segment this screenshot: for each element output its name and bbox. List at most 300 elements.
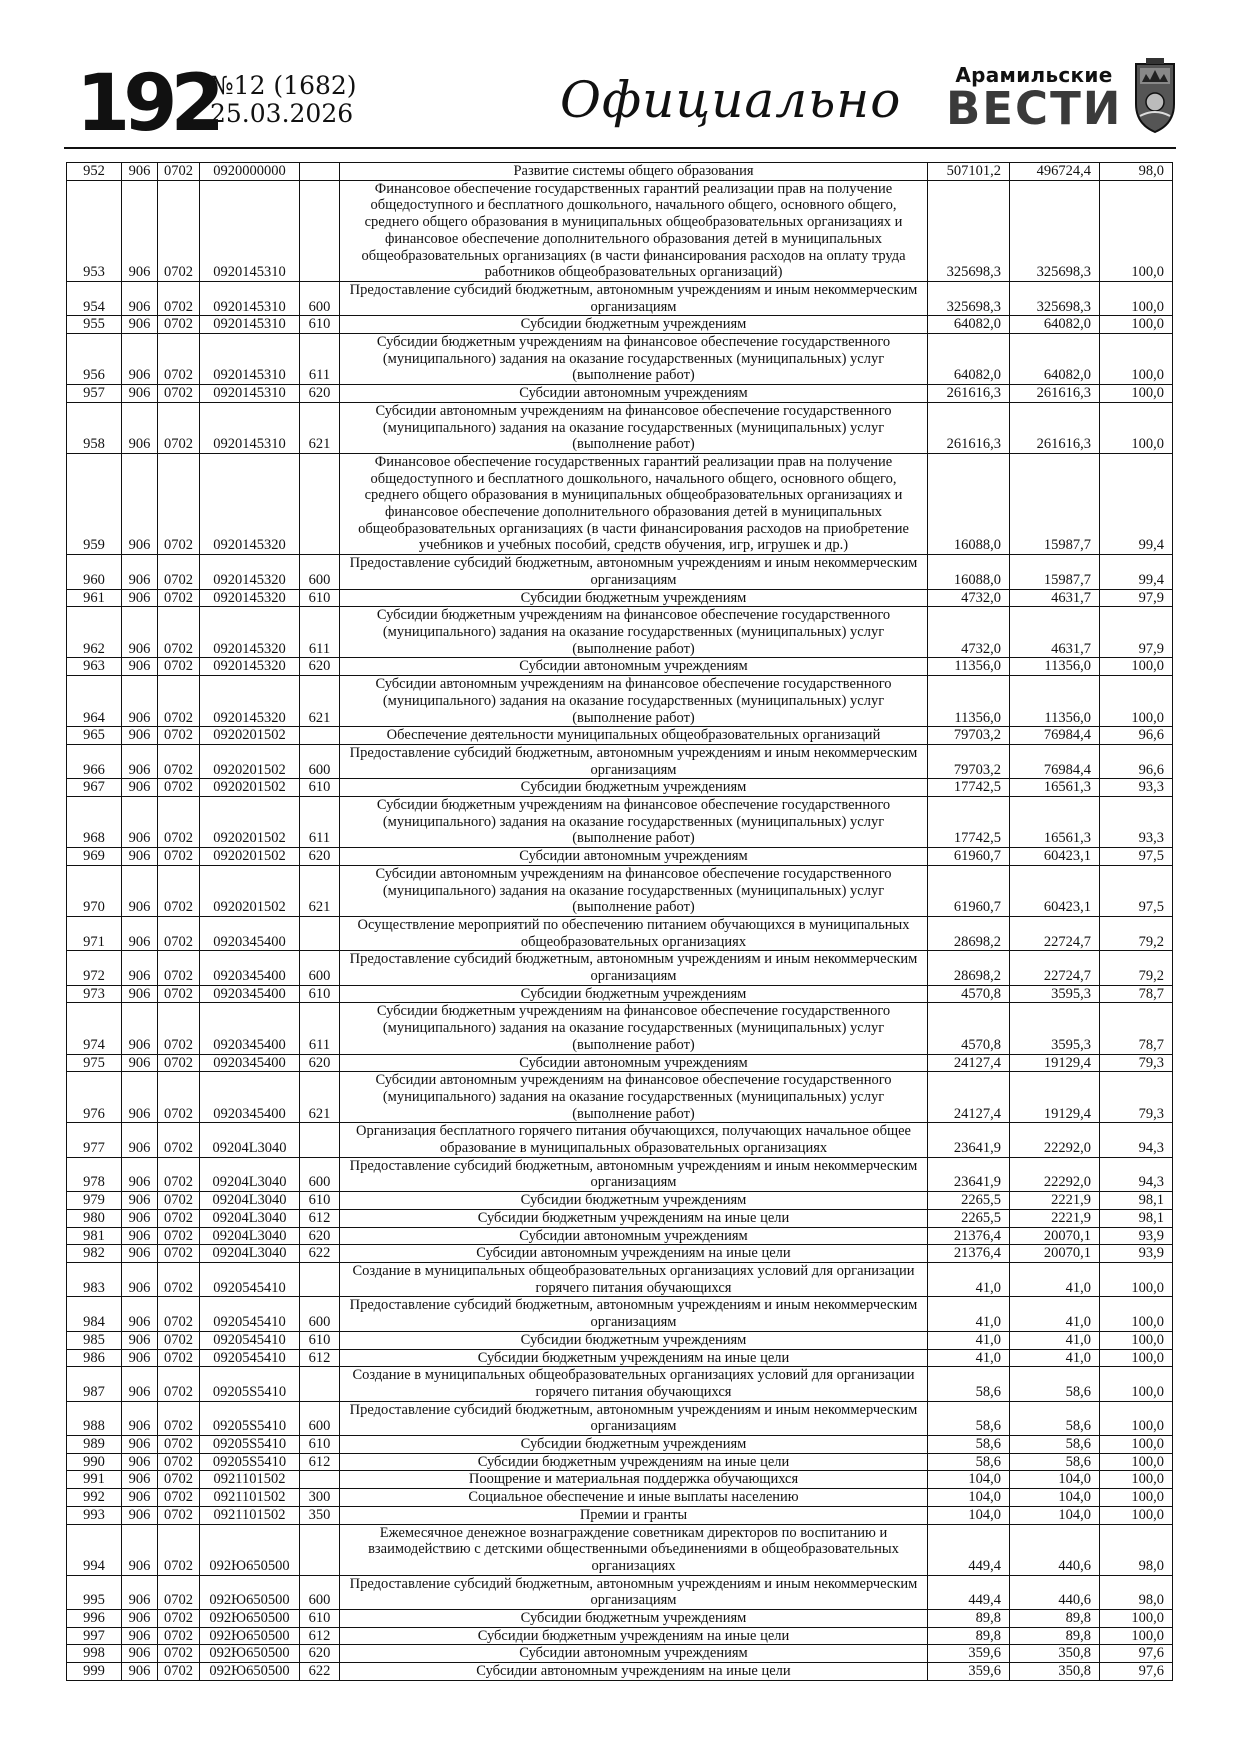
table-row — [67, 180, 1173, 281]
row-number-cell: 998 — [67, 1645, 122, 1663]
description-cell: Субсидии автономным учреждениям — [340, 848, 928, 866]
planned-amount-cell: 2265,5 — [928, 1209, 1010, 1227]
percent-cell: 100,0 — [1100, 1471, 1173, 1489]
executed-amount-cell: 41,0 — [1010, 1297, 1100, 1331]
planned-amount-cell: 4732,0 — [928, 607, 1010, 658]
target-article-cell: 0920201502 — [200, 744, 300, 778]
planned-amount-cell: 16088,0 — [928, 453, 1010, 554]
ministry-code-cell: 906 — [122, 1401, 158, 1435]
table-row — [67, 1436, 1173, 1454]
ministry-code-cell: 906 — [122, 797, 158, 848]
expense-type-cell — [300, 1367, 340, 1401]
target-article-cell: 0920545410 — [200, 1297, 300, 1331]
section-code-cell: 0702 — [158, 1227, 200, 1245]
table-row — [67, 1367, 1173, 1401]
row-number-cell: 968 — [67, 797, 122, 848]
section-code-cell: 0702 — [158, 1157, 200, 1191]
percent-cell: 100,0 — [1100, 676, 1173, 727]
section-code-cell: 0702 — [158, 402, 200, 453]
budget-table — [66, 162, 1173, 1681]
issue-date: 25.03.2026 — [210, 99, 354, 128]
percent-cell: 98,0 — [1100, 1575, 1173, 1609]
target-article-cell: 0920345400 — [200, 916, 300, 950]
percent-cell: 100,0 — [1100, 180, 1173, 281]
executed-amount-cell: 15987,7 — [1010, 555, 1100, 589]
row-number-cell: 992 — [67, 1489, 122, 1507]
description-cell: Предоставление субсидий бюджетным, автономным учреждениям и иным некоммерческим организациям — [340, 1401, 928, 1435]
table-row — [67, 916, 1173, 950]
percent-cell: 98,1 — [1100, 1209, 1173, 1227]
planned-amount-cell: 4570,8 — [928, 985, 1010, 1003]
planned-amount-cell: 4732,0 — [928, 589, 1010, 607]
section-code-cell: 0702 — [158, 744, 200, 778]
target-article-cell: 09204L3040 — [200, 1192, 300, 1210]
section-code-cell: 0702 — [158, 1192, 200, 1210]
table-row — [67, 985, 1173, 1003]
planned-amount-cell: 24127,4 — [928, 1054, 1010, 1072]
coat-of-arms-icon — [1132, 58, 1178, 134]
ministry-code-cell: 906 — [122, 1627, 158, 1645]
expense-type-cell: 620 — [300, 1645, 340, 1663]
section-code-cell: 0702 — [158, 1453, 200, 1471]
executed-amount-cell: 16561,3 — [1010, 797, 1100, 848]
table-row — [67, 1297, 1173, 1331]
table-row — [67, 453, 1173, 554]
table-row — [67, 1209, 1173, 1227]
table-row — [67, 1627, 1173, 1645]
target-article-cell: 0920345400 — [200, 1072, 300, 1123]
percent-cell: 98,1 — [1100, 1192, 1173, 1210]
expense-type-cell: 600 — [300, 281, 340, 315]
section-code-cell: 0702 — [158, 1245, 200, 1263]
ministry-code-cell: 906 — [122, 1003, 158, 1054]
table-row — [67, 779, 1173, 797]
section-code-cell: 0702 — [158, 163, 200, 181]
row-number-cell: 967 — [67, 779, 122, 797]
row-number-cell: 973 — [67, 985, 122, 1003]
executed-amount-cell: 20070,1 — [1010, 1227, 1100, 1245]
row-number-cell: 983 — [67, 1263, 122, 1297]
expense-type-cell — [300, 453, 340, 554]
ministry-code-cell: 906 — [122, 951, 158, 985]
target-article-cell: 09204L3040 — [200, 1157, 300, 1191]
percent-cell: 93,9 — [1100, 1227, 1173, 1245]
table-row — [67, 727, 1173, 745]
description-cell: Субсидии бюджетным учреждениям на финансовое обеспечение государственного (муниципального) задания на оказание государственных (муниципальных) услуг (выполнение работ) — [340, 334, 928, 385]
percent-cell: 97,9 — [1100, 607, 1173, 658]
ministry-code-cell: 906 — [122, 316, 158, 334]
description-cell: Предоставление субсидий бюджетным, автономным учреждениям и иным некоммерческим организациям — [340, 744, 928, 778]
planned-amount-cell: 261616,3 — [928, 385, 1010, 403]
percent-cell: 99,4 — [1100, 555, 1173, 589]
table-row — [67, 658, 1173, 676]
expense-type-cell: 620 — [300, 658, 340, 676]
ministry-code-cell: 906 — [122, 1192, 158, 1210]
ministry-code-cell: 906 — [122, 676, 158, 727]
expense-type-cell: 600 — [300, 1157, 340, 1191]
row-number-cell: 952 — [67, 163, 122, 181]
target-article-cell: 0920201502 — [200, 848, 300, 866]
target-article-cell: 0920145310 — [200, 385, 300, 403]
table-row — [67, 1610, 1173, 1628]
section-code-cell: 0702 — [158, 1663, 200, 1681]
executed-amount-cell: 22724,7 — [1010, 951, 1100, 985]
table-row — [67, 1663, 1173, 1681]
expense-type-cell: 611 — [300, 607, 340, 658]
description-cell: Субсидии автономным учреждениям — [340, 1054, 928, 1072]
executed-amount-cell: 64082,0 — [1010, 334, 1100, 385]
description-cell: Осуществление мероприятий по обеспечению питанием обучающихся в муниципальных общеобразовательных организациях — [340, 916, 928, 950]
issue-number: №12 (1682) — [210, 71, 357, 100]
section-code-cell: 0702 — [158, 1331, 200, 1349]
ministry-code-cell: 906 — [122, 402, 158, 453]
section-code-cell: 0702 — [158, 1610, 200, 1628]
description-cell: Субсидии автономным учреждениям — [340, 658, 928, 676]
expense-type-cell — [300, 1524, 340, 1575]
executed-amount-cell: 3595,3 — [1010, 1003, 1100, 1054]
row-number-cell: 962 — [67, 607, 122, 658]
planned-amount-cell: 359,6 — [928, 1645, 1010, 1663]
row-number-cell: 981 — [67, 1227, 122, 1245]
target-article-cell: 0921101502 — [200, 1471, 300, 1489]
issue-info — [210, 72, 357, 128]
executed-amount-cell: 41,0 — [1010, 1263, 1100, 1297]
percent-cell: 79,2 — [1100, 916, 1173, 950]
target-article-cell: 0920545410 — [200, 1349, 300, 1367]
expense-type-cell: 600 — [300, 555, 340, 589]
table-row — [67, 163, 1173, 181]
expense-type-cell: 620 — [300, 1227, 340, 1245]
ministry-code-cell: 906 — [122, 334, 158, 385]
target-article-cell: 0920201502 — [200, 865, 300, 916]
section-code-cell: 0702 — [158, 779, 200, 797]
target-article-cell: 0920145320 — [200, 607, 300, 658]
expense-type-cell — [300, 180, 340, 281]
expense-type-cell: 612 — [300, 1209, 340, 1227]
planned-amount-cell: 449,4 — [928, 1575, 1010, 1609]
ministry-code-cell: 906 — [122, 1453, 158, 1471]
table-row — [67, 1506, 1173, 1524]
section-code-cell: 0702 — [158, 1209, 200, 1227]
target-article-cell: 09204L3040 — [200, 1227, 300, 1245]
planned-amount-cell: 28698,2 — [928, 951, 1010, 985]
description-cell: Субсидии бюджетным учреждениям на иные цели — [340, 1209, 928, 1227]
planned-amount-cell: 79703,2 — [928, 744, 1010, 778]
percent-cell: 97,6 — [1100, 1645, 1173, 1663]
description-cell: Организация бесплатного горячего питания обучающихся, получающих начальное общее образование в муниципальных образовательных организациях — [340, 1123, 928, 1157]
table-row — [67, 1245, 1173, 1263]
target-article-cell: 0920145320 — [200, 589, 300, 607]
section-code-cell: 0702 — [158, 676, 200, 727]
newspaper-logo-number: 192 — [76, 59, 218, 149]
expense-type-cell: 612 — [300, 1349, 340, 1367]
executed-amount-cell: 104,0 — [1010, 1489, 1100, 1507]
description-cell: Предоставление субсидий бюджетным, автономным учреждениям и иным некоммерческим организациям — [340, 281, 928, 315]
row-number-cell: 975 — [67, 1054, 122, 1072]
row-number-cell: 953 — [67, 180, 122, 281]
section-code-cell: 0702 — [158, 797, 200, 848]
expense-type-cell: 621 — [300, 1072, 340, 1123]
planned-amount-cell: 41,0 — [928, 1331, 1010, 1349]
description-cell: Субсидии бюджетным учреждениям — [340, 1331, 928, 1349]
planned-amount-cell: 325698,3 — [928, 180, 1010, 281]
planned-amount-cell: 2265,5 — [928, 1192, 1010, 1210]
executed-amount-cell: 41,0 — [1010, 1349, 1100, 1367]
table-row — [67, 1401, 1173, 1435]
description-cell: Субсидии бюджетным учреждениям — [340, 589, 928, 607]
section-code-cell: 0702 — [158, 1349, 200, 1367]
executed-amount-cell: 41,0 — [1010, 1331, 1100, 1349]
description-cell: Субсидии бюджетным учреждениям на иные цели — [340, 1453, 928, 1471]
ministry-code-cell: 906 — [122, 1123, 158, 1157]
row-number-cell: 978 — [67, 1157, 122, 1191]
ministry-code-cell: 906 — [122, 744, 158, 778]
section-code-cell: 0702 — [158, 985, 200, 1003]
target-article-cell: 0920145320 — [200, 555, 300, 589]
ministry-code-cell: 906 — [122, 1157, 158, 1191]
table-row — [67, 385, 1173, 403]
executed-amount-cell: 89,8 — [1010, 1610, 1100, 1628]
target-article-cell: 0920201502 — [200, 779, 300, 797]
section-code-cell: 0702 — [158, 1072, 200, 1123]
target-article-cell: 0920145320 — [200, 658, 300, 676]
planned-amount-cell: 17742,5 — [928, 797, 1010, 848]
expense-type-cell: 600 — [300, 744, 340, 778]
ministry-code-cell: 906 — [122, 848, 158, 866]
ministry-code-cell: 906 — [122, 1245, 158, 1263]
ministry-code-cell: 906 — [122, 1436, 158, 1454]
target-article-cell: 09205S5410 — [200, 1453, 300, 1471]
planned-amount-cell: 17742,5 — [928, 779, 1010, 797]
description-cell: Субсидии автономным учреждениям на иные цели — [340, 1245, 928, 1263]
executed-amount-cell: 261616,3 — [1010, 385, 1100, 403]
planned-amount-cell: 104,0 — [928, 1471, 1010, 1489]
planned-amount-cell: 507101,2 — [928, 163, 1010, 181]
description-cell: Субсидии бюджетным учреждениям на финансовое обеспечение государственного (муниципального) задания на оказание государственных (муниципальных) услуг (выполнение работ) — [340, 1003, 928, 1054]
row-number-cell: 959 — [67, 453, 122, 554]
executed-amount-cell: 60423,1 — [1010, 848, 1100, 866]
row-number-cell: 966 — [67, 744, 122, 778]
expense-type-cell — [300, 1263, 340, 1297]
percent-cell: 97,5 — [1100, 865, 1173, 916]
executed-amount-cell: 4631,7 — [1010, 589, 1100, 607]
planned-amount-cell: 58,6 — [928, 1367, 1010, 1401]
expense-type-cell: 610 — [300, 589, 340, 607]
target-article-cell: 092Ю650500 — [200, 1627, 300, 1645]
planned-amount-cell: 21376,4 — [928, 1227, 1010, 1245]
target-article-cell: 092Ю650500 — [200, 1610, 300, 1628]
ministry-code-cell: 906 — [122, 865, 158, 916]
executed-amount-cell: 104,0 — [1010, 1506, 1100, 1524]
description-cell: Субсидии бюджетным учреждениям — [340, 1192, 928, 1210]
percent-cell: 96,6 — [1100, 727, 1173, 745]
executed-amount-cell: 440,6 — [1010, 1575, 1100, 1609]
percent-cell: 100,0 — [1100, 1263, 1173, 1297]
percent-cell: 93,3 — [1100, 797, 1173, 848]
planned-amount-cell: 58,6 — [928, 1436, 1010, 1454]
section-code-cell: 0702 — [158, 951, 200, 985]
section-title: Официально — [560, 71, 902, 129]
percent-cell: 96,6 — [1100, 744, 1173, 778]
table-row — [67, 1349, 1173, 1367]
description-cell: Субсидии бюджетным учреждениям — [340, 779, 928, 797]
executed-amount-cell: 22724,7 — [1010, 916, 1100, 950]
executed-amount-cell: 58,6 — [1010, 1401, 1100, 1435]
description-cell: Ежемесячное денежное вознаграждение советникам директоров по воспитанию и взаимодействию с детскими общественными объединениями в общеобразовательных организациях — [340, 1524, 928, 1575]
planned-amount-cell: 4570,8 — [928, 1003, 1010, 1054]
section-code-cell: 0702 — [158, 1367, 200, 1401]
expense-type-cell — [300, 727, 340, 745]
planned-amount-cell: 11356,0 — [928, 658, 1010, 676]
target-article-cell: 0920145310 — [200, 281, 300, 315]
row-number-cell: 956 — [67, 334, 122, 385]
percent-cell: 78,7 — [1100, 1003, 1173, 1054]
row-number-cell: 996 — [67, 1610, 122, 1628]
percent-cell: 100,0 — [1100, 316, 1173, 334]
planned-amount-cell: 58,6 — [928, 1401, 1010, 1435]
table-row — [67, 316, 1173, 334]
row-number-cell: 994 — [67, 1524, 122, 1575]
table-row — [67, 1645, 1173, 1663]
table-row — [67, 951, 1173, 985]
percent-cell: 100,0 — [1100, 1489, 1173, 1507]
row-number-cell: 987 — [67, 1367, 122, 1401]
planned-amount-cell: 261616,3 — [928, 402, 1010, 453]
target-article-cell: 0920145310 — [200, 180, 300, 281]
target-article-cell: 0920345400 — [200, 951, 300, 985]
section-code-cell: 0702 — [158, 1401, 200, 1435]
section-code-cell: 0702 — [158, 607, 200, 658]
executed-amount-cell: 2221,9 — [1010, 1209, 1100, 1227]
target-article-cell: 0921101502 — [200, 1489, 300, 1507]
expense-type-cell — [300, 916, 340, 950]
expense-type-cell: 621 — [300, 865, 340, 916]
row-number-cell: 963 — [67, 658, 122, 676]
percent-cell: 100,0 — [1100, 1610, 1173, 1628]
table-row — [67, 555, 1173, 589]
expense-type-cell: 621 — [300, 402, 340, 453]
planned-amount-cell: 89,8 — [928, 1627, 1010, 1645]
planned-amount-cell: 28698,2 — [928, 916, 1010, 950]
ministry-code-cell: 906 — [122, 1645, 158, 1663]
section-code-cell: 0702 — [158, 848, 200, 866]
percent-cell: 100,0 — [1100, 1401, 1173, 1435]
percent-cell: 100,0 — [1100, 1436, 1173, 1454]
row-number-cell: 977 — [67, 1123, 122, 1157]
section-code-cell: 0702 — [158, 316, 200, 334]
ministry-code-cell: 906 — [122, 1610, 158, 1628]
percent-cell: 97,5 — [1100, 848, 1173, 866]
row-number-cell: 995 — [67, 1575, 122, 1609]
target-article-cell: 092Ю650500 — [200, 1663, 300, 1681]
section-code-cell: 0702 — [158, 1645, 200, 1663]
executed-amount-cell: 350,8 — [1010, 1663, 1100, 1681]
description-cell: Субсидии бюджетным учреждениям — [340, 1436, 928, 1454]
planned-amount-cell: 58,6 — [928, 1453, 1010, 1471]
executed-amount-cell: 4631,7 — [1010, 607, 1100, 658]
expense-type-cell: 620 — [300, 385, 340, 403]
description-cell: Субсидии автономным учреждениям на финансовое обеспечение государственного (муниципального) задания на оказание государственных (муниципальных) услуг (выполнение работ) — [340, 1072, 928, 1123]
table-row — [67, 1072, 1173, 1123]
row-number-cell: 990 — [67, 1453, 122, 1471]
table-row — [67, 1489, 1173, 1507]
planned-amount-cell: 64082,0 — [928, 334, 1010, 385]
planned-amount-cell: 359,6 — [928, 1663, 1010, 1681]
planned-amount-cell: 61960,7 — [928, 848, 1010, 866]
expense-type-cell — [300, 1123, 340, 1157]
percent-cell: 94,3 — [1100, 1157, 1173, 1191]
percent-cell: 100,0 — [1100, 402, 1173, 453]
planned-amount-cell: 41,0 — [928, 1349, 1010, 1367]
ministry-code-cell: 906 — [122, 1349, 158, 1367]
row-number-cell: 976 — [67, 1072, 122, 1123]
planned-amount-cell: 21376,4 — [928, 1245, 1010, 1263]
table-row — [67, 607, 1173, 658]
description-cell: Предоставление субсидий бюджетным, автономным учреждениям и иным некоммерческим организациям — [340, 1575, 928, 1609]
description-cell: Предоставление субсидий бюджетным, автономным учреждениям и иным некоммерческим организациям — [340, 1297, 928, 1331]
target-article-cell: 09205S5410 — [200, 1436, 300, 1454]
header-rule — [64, 147, 1176, 149]
percent-cell: 100,0 — [1100, 1627, 1173, 1645]
description-cell: Субсидии бюджетным учреждениям на финансовое обеспечение государственного (муниципального) задания на оказание государственных (муниципальных) услуг (выполнение работ) — [340, 797, 928, 848]
target-article-cell: 0920000000 — [200, 163, 300, 181]
executed-amount-cell: 58,6 — [1010, 1436, 1100, 1454]
row-number-cell: 957 — [67, 385, 122, 403]
target-article-cell: 0920145310 — [200, 334, 300, 385]
ministry-code-cell: 906 — [122, 1227, 158, 1245]
percent-cell: 79,3 — [1100, 1054, 1173, 1072]
expense-type-cell: 611 — [300, 334, 340, 385]
section-code-cell: 0702 — [158, 453, 200, 554]
table-row — [67, 676, 1173, 727]
section-code-cell: 0702 — [158, 1524, 200, 1575]
section-code-cell: 0702 — [158, 1489, 200, 1507]
expense-type-cell: 611 — [300, 1003, 340, 1054]
percent-cell: 93,9 — [1100, 1245, 1173, 1263]
page-header — [64, 58, 1176, 149]
target-article-cell: 092Ю650500 — [200, 1645, 300, 1663]
table-row — [67, 1123, 1173, 1157]
executed-amount-cell: 350,8 — [1010, 1645, 1100, 1663]
expense-type-cell: 610 — [300, 316, 340, 334]
executed-amount-cell: 261616,3 — [1010, 402, 1100, 453]
expense-type-cell: 600 — [300, 1575, 340, 1609]
ministry-code-cell: 906 — [122, 916, 158, 950]
table-row — [67, 1263, 1173, 1297]
ministry-code-cell: 906 — [122, 1297, 158, 1331]
row-number-cell: 980 — [67, 1209, 122, 1227]
executed-amount-cell: 89,8 — [1010, 1627, 1100, 1645]
description-cell: Субсидии автономным учреждениям на финансовое обеспечение государственного (муниципального) задания на оказание государственных (муниципальных) услуг (выполнение работ) — [340, 865, 928, 916]
expense-type-cell: 610 — [300, 985, 340, 1003]
executed-amount-cell: 22292,0 — [1010, 1123, 1100, 1157]
expense-type-cell: 600 — [300, 1401, 340, 1435]
section-code-cell: 0702 — [158, 589, 200, 607]
executed-amount-cell: 104,0 — [1010, 1471, 1100, 1489]
percent-cell: 78,7 — [1100, 985, 1173, 1003]
executed-amount-cell: 76984,4 — [1010, 744, 1100, 778]
executed-amount-cell: 496724,4 — [1010, 163, 1100, 181]
row-number-cell: 974 — [67, 1003, 122, 1054]
planned-amount-cell: 89,8 — [928, 1610, 1010, 1628]
table-row — [67, 865, 1173, 916]
section-code-cell: 0702 — [158, 1263, 200, 1297]
target-article-cell: 0920345400 — [200, 1054, 300, 1072]
description-cell: Субсидии автономным учреждениям на финансовое обеспечение государственного (муниципального) задания на оказание государственных (муниципальных) услуг (выполнение работ) — [340, 402, 928, 453]
row-number-cell: 971 — [67, 916, 122, 950]
table-row — [67, 744, 1173, 778]
planned-amount-cell: 104,0 — [928, 1489, 1010, 1507]
